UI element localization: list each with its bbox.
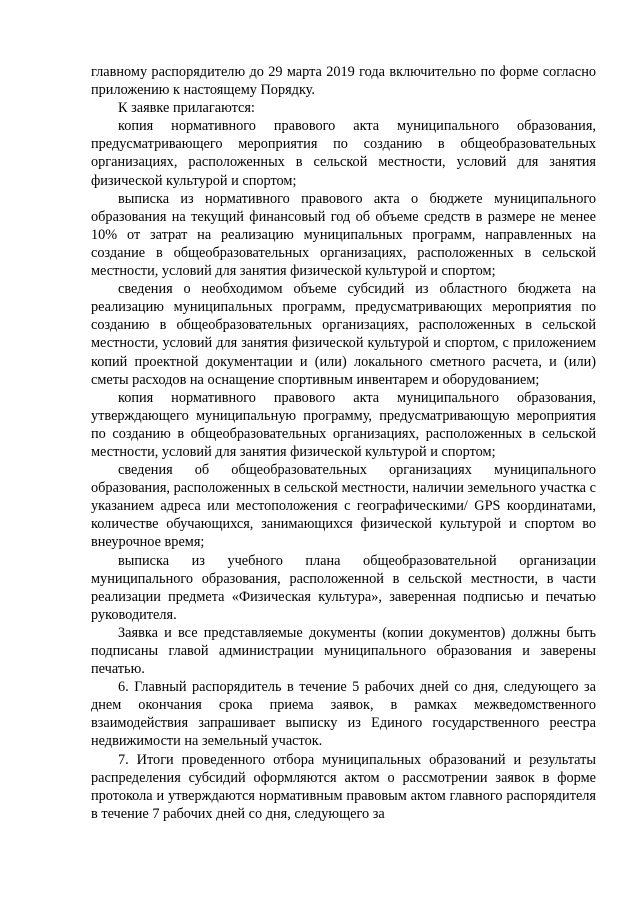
paragraph-attachment-1: копия нормативного правового акта муниципального образования, предусматривающего мероприятия по созданию в общеобразовательных организациях, расположенных в сельской местности, условий для занятия физической культурой и спортом;: [91, 118, 596, 189]
paragraph-clause-6: 6. Главный распорядитель в течение 5 рабочих дней со дня, следующего за днем окончания срока приема заявок, в рамках межведомственного взаимодействия запрашивает выписку из Единого государственного реестра недвижимости на земельный участок.: [91, 679, 596, 750]
paragraph-attachment-5: сведения об общеобразовательных организациях муниципального образования, расположенных в сельской местности, наличии земельного участка с указанием адреса или местоположения с географическими/ GPS координатами, количестве обучающихся, занимающихся физической культурой и спортом во внеурочное время;: [91, 462, 596, 551]
paragraph-attachments-heading: К заявке прилагаются:: [118, 100, 255, 117]
paragraph-attachment-4: копия нормативного правового акта муниципального образования, утверждающего муниципальную программу, предусматривающую мероприятия по созданию в общеобразовательных организациях, расположенных в сельской местности, условий для занятия физической культурой и спортом;: [91, 389, 596, 460]
paragraph-clause-7: 7. Итоги проведенного отбора муниципальных образований и результаты распределения субсидий оформляются актом о рассмотрении заявок в форме протокола и утверждаются нормативным правовым актом главного распорядителя в течение 7 рабочих дней со дня, следующего за: [91, 751, 596, 822]
document-page: [91, 63, 596, 823]
paragraph-attachment-6: выписка из учебного плана общеобразовательной организации муниципального образования, расположенной в сельской местности, в части реализации предмета «Физическая культура», заверенная подписью и печатью руководителя.: [91, 552, 596, 623]
paragraph-signature-requirement: Заявка и все представляемые документы (копии документов) должны быть подписаны главой администрации муниципального образования и заверены печатью.: [91, 624, 596, 678]
paragraph-attachment-3: сведения о необходимом объеме субсидий из областного бюджета на реализацию муниципальных программ, предусматривающих мероприятия по созданию в общеобразовательных организациях, расположенных в сельской местности, условий для занятия физической культурой и спортом, с приложением копий проектной документации и (или) локального сметного расчета, и (или) сметы расходов на оснащение спортивным инвентарем и оборудованием;: [91, 281, 596, 388]
paragraph-attachment-2: выписка из нормативного правового акта о бюджете муниципального образования на текущий финансовый год об объеме средств в размере не менее 10% от затрат на реализацию муниципальных программ, направленных на создание в общеобразовательных организациях, расположенных в сельской местности, условий для занятия физической культурой и спортом;: [91, 190, 596, 280]
paragraph-continuation: главному распорядителю до 29 марта 2019 года включительно по форме согласно приложению к настоящему Порядку.: [91, 64, 596, 99]
